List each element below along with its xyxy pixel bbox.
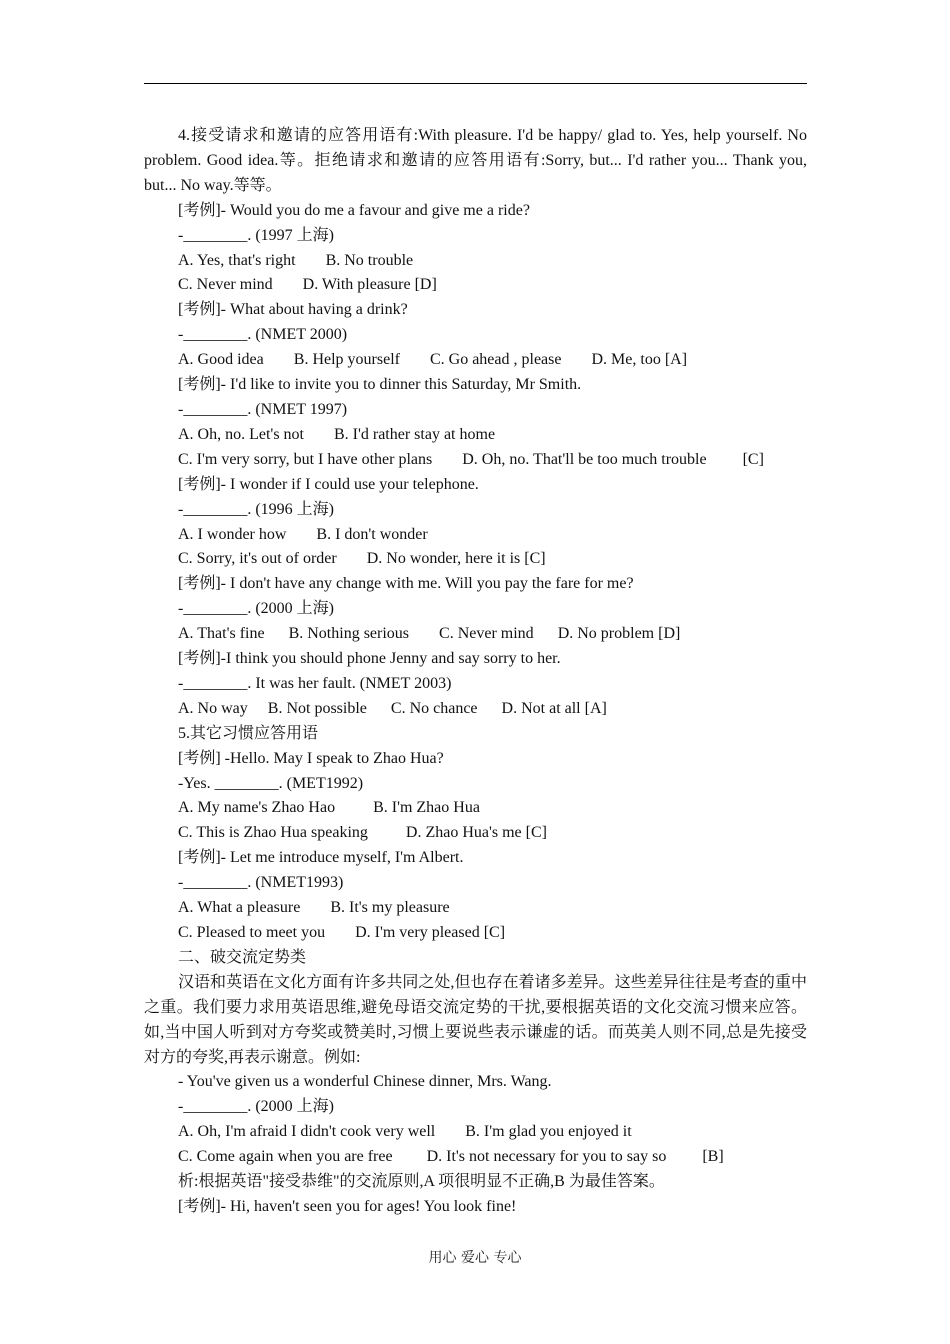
example-4-question: [考例]- I wonder if I could use your telephone.	[178, 475, 479, 493]
option-d: D. No problem [D]	[557, 625, 681, 643]
answer-key: [C]	[742, 450, 764, 468]
option-c: C. Come again when you are free	[178, 1148, 393, 1166]
option-a: A. Oh, I'm afraid I didn't cook very well	[178, 1123, 436, 1141]
example-10-question: [考例]- Hi, haven't seen you for ages! You look fine!	[178, 1197, 517, 1215]
example-8-options-row-1	[144, 896, 807, 921]
page-footer: 用心 爱心 专心	[428, 1250, 522, 1266]
example-5-blank: -________. (2000 上海)	[178, 600, 334, 618]
option-b: B. Not possible	[267, 699, 367, 717]
example-4-options-row-2	[144, 547, 807, 572]
option-c: C. No chance	[390, 699, 478, 717]
example-7-options-row-1	[144, 796, 807, 821]
example-3-options-row-2	[144, 448, 807, 473]
option-d: D. It's not necessary for you to say so	[426, 1148, 667, 1166]
example-8-options-row-2	[144, 921, 807, 946]
example-8-question: [考例]- Let me introduce myself, I'm Albert.	[178, 849, 464, 867]
example-4-blank: -________. (1996 上海)	[178, 500, 334, 518]
example-9-blank: -________. (2000 上海)	[178, 1098, 334, 1116]
option-c: C. This is Zhao Hua speaking	[178, 824, 368, 842]
option-c: C. Never mind	[439, 625, 534, 643]
example-1-options-row-2	[144, 273, 807, 298]
section-5-heading: 5.其它习惯应答用语	[178, 724, 319, 742]
example-6-question: [考例]-I think you should phone Jenny and say sorry to her.	[178, 650, 561, 668]
example-3-blank: -________. (NMET 1997)	[178, 400, 348, 418]
option-a: A. My name's Zhao Hao	[178, 799, 336, 817]
option-d: D. Not at all [A]	[501, 699, 607, 717]
answer-key: [B]	[702, 1148, 724, 1166]
option-a: A. Good idea	[178, 351, 264, 369]
option-b: B. It's my pleasure	[330, 899, 450, 917]
example-2-blank: -________. (NMET 2000)	[178, 326, 348, 344]
example-1-options-row-1	[144, 249, 807, 274]
example-9-options-row-2	[144, 1145, 807, 1170]
option-b: B. Help yourself	[293, 351, 400, 369]
option-b: B. No trouble	[325, 251, 414, 269]
option-c: C. Pleased to meet you	[178, 924, 326, 941]
option-a: A. Oh, no. Let's not	[178, 425, 304, 443]
example-9-analysis: 析:根据英语"接受恭维"的交流原则,A 项很明显不正确,B 为最佳答案。	[178, 1173, 665, 1191]
example-1-blank: -________. (1997 上海)	[178, 226, 334, 244]
example-3-question: [考例]- I'd like to invite you to dinner this Saturday, Mr Smith.	[178, 376, 582, 394]
example-7-blank: -Yes. ________. (MET1992)	[178, 774, 364, 792]
option-d: D. Zhao Hua's me [C]	[405, 824, 547, 842]
option-c: C. Sorry, it's out of order	[178, 550, 337, 568]
example-6-options-row-1	[144, 697, 807, 722]
example-7-question: [考例] -Hello. May I speak to Zhao Hua?	[178, 749, 444, 767]
example-1-question: [考例]- Would you do me a favour and give me a ride?	[178, 201, 530, 219]
option-b: B. I don't wonder	[316, 525, 428, 543]
option-b: B. Nothing serious	[288, 625, 410, 643]
option-b: B. I'd rather stay at home	[333, 425, 496, 443]
option-c: C. Never mind	[178, 276, 273, 294]
option-d: D. Me, too [A]	[591, 351, 688, 369]
option-a: A. What a pleasure	[178, 899, 301, 917]
document-body	[144, 124, 807, 1220]
option-a: A. That's fine	[178, 625, 265, 643]
example-2-options-row-1	[144, 348, 807, 373]
example-7-options-row-2	[144, 821, 807, 846]
option-d: D. No wonder, here it is [C]	[366, 550, 546, 568]
option-d: D. I'm very pleased [C]	[355, 924, 506, 941]
option-b: B. I'm Zhao Hua	[373, 799, 480, 817]
example-6-blank: -________. It was her fault. (NMET 2003)	[178, 674, 452, 692]
option-d: D. Oh, no. That'll be too much trouble	[462, 450, 707, 468]
example-3-options-row-1	[144, 423, 807, 448]
example-9-question: - You've given us a wonderful Chinese dinner, Mrs. Wang.	[178, 1073, 552, 1091]
section-2-paragraph: 汉语和英语在文化方面有许多共同之处,但也存在着诸多差异。这些差异往往是考查的重中之重。我们要力求用英语思维,避免母语交流定势的干扰,要根据英语的文化交流习惯来应答。如,当中国人听到对方夸奖或赞美时,习惯上要说些表示谦虚的话。而英美人则不同,总是先接受对方的夸奖,再表示谢意。例如:	[144, 973, 807, 1066]
option-b: B. I'm glad you enjoyed it	[465, 1123, 632, 1141]
option-a: A. I wonder how	[178, 525, 287, 543]
header-rule	[144, 83, 807, 84]
example-9-options-row-1	[144, 1120, 807, 1145]
example-8-blank: -________. (NMET1993)	[178, 874, 344, 892]
option-a: A. Yes, that's right	[178, 251, 296, 269]
option-c: C. Go ahead , please	[429, 351, 562, 369]
example-5-options-row-1	[144, 622, 807, 647]
intro-paragraph-4: 4.接受请求和邀请的应答用语有:With pleasure. I'd be happy/ glad to. Yes, help yourself. No problem. Good idea.等。拒绝请求和邀请的应答用语有:Sorry, but... I'd rather you... Thank you, but... No way.等等。	[144, 127, 807, 194]
option-d: D. With pleasure [D]	[302, 276, 437, 294]
section-2-heading: 二、破交流定势类	[178, 948, 307, 966]
example-4-options-row-1	[144, 523, 807, 548]
option-a: A. No way	[178, 699, 248, 717]
example-2-question: [考例]- What about having a drink?	[178, 301, 408, 319]
example-5-question: [考例]- I don't have any change with me. Will you pay the fare for me?	[178, 575, 634, 593]
option-c: C. I'm very sorry, but I have other plans	[178, 450, 433, 468]
